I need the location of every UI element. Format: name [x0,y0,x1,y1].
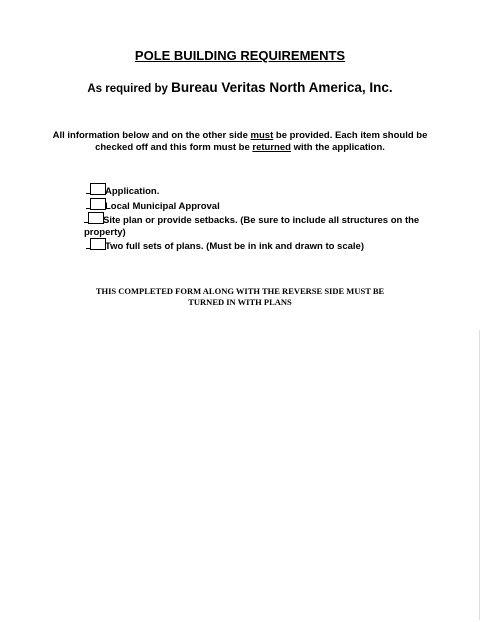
footer-notice [40,286,440,308]
instructions-part-2: be provided. Each item should be checked off and this form must be [95,130,428,153]
instructions-part-1: All information below and on the other side [52,130,251,141]
checklist-item-label: Site plan or provide setbacks. (Be sure to include all structures on the property) [84,215,420,238]
organization-name: Bureau Veritas North America, Inc. [171,80,393,95]
checklist-item-application [86,183,426,198]
checklist-item-plans [86,238,426,253]
instructions-paragraph [40,130,440,154]
checkbox-municipal-approval[interactable] [90,198,106,210]
page-title: POLE BUILDING REQUIREMENTS [134,48,346,63]
footer-line-1: THIS COMPLETED FORM ALONG WITH THE REVERSE SIDE MUST BE [95,286,385,296]
footer-line-2: TURNED IN WITH PLANS [188,297,292,307]
instructions-must: must [250,130,274,141]
instructions-returned: returned [252,142,291,153]
checkbox-plans[interactable] [90,238,106,250]
checklist-item-municipal-approval [86,198,426,213]
checkbox-site-plan[interactable] [88,212,104,224]
subtitle-prefix: As required by [87,83,168,95]
checklist-item-site-plan [84,212,426,238]
instructions-part-3: with the application. [290,142,385,153]
checklist-item-label: Application. [105,186,160,197]
page-subtitle [0,80,480,95]
checklist-item-label: Local Municipal Approval [105,200,220,212]
checklist-item-label: Two full sets of plans. (Must be in ink and drawn to scale) [105,241,364,252]
checkbox-application[interactable] [90,183,106,195]
requirements-checklist [86,183,426,253]
